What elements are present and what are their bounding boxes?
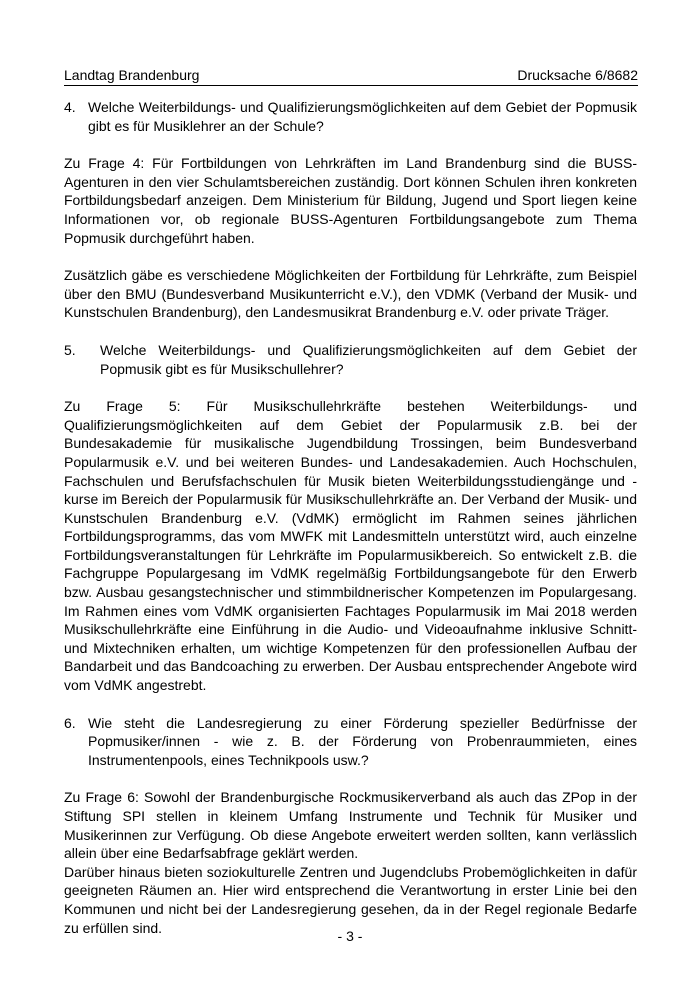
answer-6-paragraph-2: Darüber hinaus bieten soziokulturelle Zentren und Jugendclubs Probemöglichkeiten in dafür geeigneten Räumen an. Hier wird entsprechend die Verantwortung in erster Linie bei den Kommunen und nicht bei der Landesregierung gesehen, da in der Regel regionale Bedarfe zu erfüllen sind. xyxy=(64,863,637,936)
question-text: Wie steht die Landesregierung zu einer Förderung spezieller Bedürfnisse der Popmusiker/innen - wie z. B. der Förderung von Probenraummieten, eines Instrumentenpools, eines Technikpools usw.? xyxy=(88,714,637,768)
header-parliament: Landtag Brandenburg xyxy=(64,67,200,83)
document-body xyxy=(64,98,637,956)
answer-4-paragraph-2: Zusätzlich gäbe es verschiedene Möglichkeiten der Fortbildung für Lehrkräfte, zum Beispiel über den BMU (Bundesverband Musikunterricht e.V.), den VDMK (Verband der Musik- und Kunstschulen Brandenburg), den Landesmusikrat Brandenburg e.V. oder private Träger. xyxy=(64,267,637,321)
page-number: - 3 - xyxy=(337,928,363,944)
question-6 xyxy=(64,714,637,770)
answer-5-paragraph-1: Zu Frage 5: Für Musikschullehrkräfte bestehen Weiterbildungs- und Qualifizierungsmöglichkeiten auf dem Gebiet der Popularmusik z.B. bei der Bundesakademie für musikalische Jugendbildung Trossingen, beim Bundesverband Popularmusik e.V. und bei weiteren Bundes- und Landesakademien. Auch Hochschulen, Fachschulen und Berufsfachschulen für Musik bieten Weiterbildungsstudiengänge und -kurse im Bereich der Popularmusik für Musikschullehrkräfte an. Der Verband der Musik- und Kunstschulen Brandenburg e.V. (VdMK) ermöglicht im Rahmen seines jährlichen Fortbildungsprogramms, das vom MWFK mit Landesmitteln unterstützt wird, auch einzelne Fortbildungsveranstaltungen für Lehrkräfte im Popularmusikbereich. So entwickelt z.B. die Fachgruppe Populargesang im VdMK regelmäßig Fortbildungsangebote für den Erwerb bzw. Ausbau gesangstechnischer und stimmbildnerischer Kompetenzen im Populargesang. Im Rahmen eines vom VdMK organisierten Fachtages Popularmusik im Mai 2018 werden Musikschullehrkräfte eine Einführung in die Audio- und Videoaufnahme inklusive Schnitt- und Mixtechniken erhalten, um wichtige Kompetenzen für den professionellen Aufbau der Bandarbeit und das Bandcoaching zu erwerben. Der Ausbau entsprechender Angebote wird vom VdMK angestrebt. xyxy=(64,398,637,694)
question-text: Welche Weiterbildungs- und Qualifizierungsmöglichkeiten auf dem Gebiet der Popmusik gibt es für Musikschullehrer? xyxy=(100,341,637,377)
answer-6-paragraph-1: Zu Frage 6: Sowohl der Brandenburgische Rockmusikerverband als auch das ZPop in der Stiftung SPI stellen in kleinem Umfang Instrumente und Technik für Musiker und Musikerinnen zur Verfügung. Ob diese Angebote erweitert werden sollten, kann verlässlich allein über eine Bedarfsabfrage geklärt werden. xyxy=(64,789,637,862)
question-4 xyxy=(64,98,637,135)
page-header xyxy=(64,66,638,86)
question-5 xyxy=(64,341,637,378)
question-number: 5. xyxy=(64,341,76,358)
answer-4-paragraph-1: Zu Frage 4: Für Fortbildungen von Lehrkräften im Land Brandenburg sind die BUSS-Agenturen in den vier Schulamtsbereichen zuständig. Dort können Schulen ihren konkreten Fortbildungsbedarf anzeigen. Dem Ministerium für Bildung, Jugend und Sport liegen keine Informationen vor, ob regionale BUSS-Agenturen Fortbildungsangebote zum Thema Popmusik durchgeführt haben. xyxy=(64,155,637,246)
question-number: 4. xyxy=(64,99,76,115)
header-document-number: Drucksache 6/8682 xyxy=(517,67,638,83)
question-number: 6. xyxy=(64,714,76,731)
question-text: Welche Weiterbildungs- und Qualifizierungsmöglichkeiten auf dem Gebiet der Popmusik gibt es für Musiklehrer an der Schule? xyxy=(88,99,637,134)
